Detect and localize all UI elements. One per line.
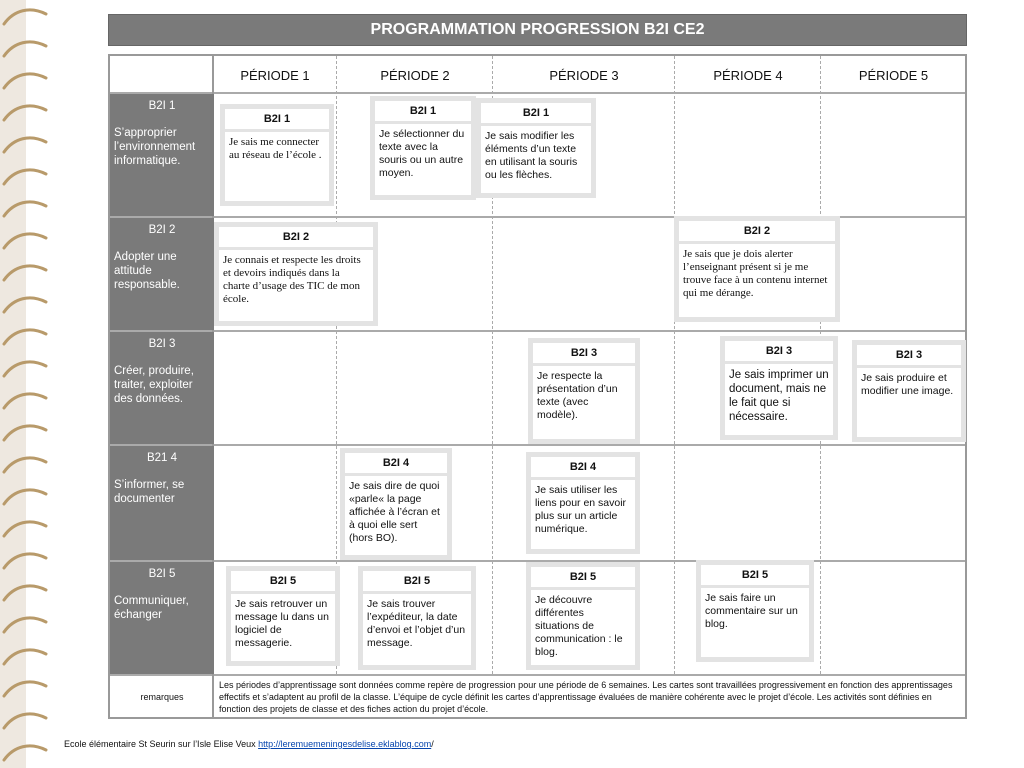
card-text: Je sais imprimer un document, mais ne le fait que si nécessaire. xyxy=(729,369,829,423)
header-period-2: PÉRIODE 2 xyxy=(380,67,450,83)
row-header-b2i-2 xyxy=(110,218,214,330)
card-title: B2I 5 xyxy=(231,571,335,594)
card-text: Je sais utiliser les liens pour en savoir plus sur un article numérique. xyxy=(535,484,627,535)
col-divider xyxy=(674,56,675,674)
footer-text: Ecole élémentaire St Seurin sur l’Isle Elise Veux xyxy=(64,739,259,749)
card-title: B2I 4 xyxy=(531,457,635,480)
card-text: Je sais modifier les éléments d’un texte en utilisant la souris ou les flèches. xyxy=(485,130,578,181)
card-text: Je sais dire de quoi «parle« la page affichée à l’écran et à quoi elle sert (hors BO). xyxy=(349,480,440,544)
page-title: PROGRAMMATION PROGRESSION B2I CE2 xyxy=(108,14,967,46)
spiral-binding xyxy=(0,0,60,768)
card-title: B2I 3 xyxy=(725,341,833,364)
card-text: Je sais trouver l’expéditeur, la date d’envoi et l’objet d’un message. xyxy=(367,598,466,649)
row-code: B21 4 xyxy=(146,452,178,464)
card-text: Je respecte la présentation d’un texte (avec modèle). xyxy=(537,370,618,421)
progression-table xyxy=(108,54,967,719)
card-text: Je sais que je dois alerter l’enseignant présent si je me trouve face à un contenu internet qui me dérange. xyxy=(683,248,828,299)
card-b2i-3-period-3 xyxy=(528,338,640,444)
footer-suffix: / xyxy=(431,739,434,749)
card-text: Je sais faire un commentaire sur un blog. xyxy=(705,592,798,630)
card-b2i-5-period-3 xyxy=(526,562,640,670)
row-divider xyxy=(110,444,965,446)
card-title: B2I 2 xyxy=(679,221,835,244)
header-period-3: PÉRIODE 3 xyxy=(549,67,619,83)
row-header-b2i-1 xyxy=(110,94,214,216)
row-description: S’informer, se documenter xyxy=(114,479,185,505)
card-b2i-1-period-3 xyxy=(476,98,596,198)
remarks-label: remarques xyxy=(140,692,184,702)
row-header-b2i-3 xyxy=(110,332,214,444)
card-text: Je sais retrouver un message lu dans un logiciel de messagerie. xyxy=(235,598,329,649)
row-description: Communiquer, échanger xyxy=(114,595,189,621)
row-code: B2I 3 xyxy=(148,338,176,350)
row-divider xyxy=(110,674,965,676)
card-b2i-3-period-4 xyxy=(720,336,838,440)
row-code: B2I 2 xyxy=(148,224,176,236)
remarks-text: Les périodes d’apprentissage sont données comme repère de progression pour une période de 6 semaines. Les cartes sont travaillées progressivement en fonction des apprentissages effectifs et s’adaptent au profil de la classe. L’équipe de cycle définit les cartes d’apprentissage évaluées de manière cohérente avec le projet d’école. Les activités sont définies en fonction des projets de classe et des fiches action du projet d’école. xyxy=(219,680,953,714)
row-code: B2I 5 xyxy=(148,568,176,580)
card-title: B2I 1 xyxy=(481,103,591,126)
card-title: B2I 1 xyxy=(375,101,471,124)
card-title: B2I 1 xyxy=(225,109,329,132)
card-title: B2I 3 xyxy=(857,345,961,368)
footer-link[interactable]: http://leremuemeningesdelise.eklablog.com xyxy=(258,739,432,749)
card-b2i-2-period-1 xyxy=(214,222,378,326)
card-title: B2I 4 xyxy=(345,453,447,476)
card-b2i-1-period-1 xyxy=(220,104,334,206)
card-b2i-1-period-2 xyxy=(370,96,476,200)
card-b2i-4-period-2 xyxy=(340,448,452,560)
card-b2i-2-period-4 xyxy=(674,216,840,322)
card-text: Je découvre différentes situations de communication : le blog. xyxy=(535,594,623,658)
card-title: B2I 5 xyxy=(531,567,635,590)
card-text: Je sélectionner du texte avec la souris ou un autre moyen. xyxy=(379,128,465,179)
header-period-5: PÉRIODE 5 xyxy=(858,67,929,83)
row-header-b2i-5 xyxy=(110,562,214,674)
card-b2i-4-period-3 xyxy=(526,452,640,554)
row-description: Adopter une attitude responsable. xyxy=(114,251,180,291)
card-text: Je sais me connecter au réseau de l’école . xyxy=(229,136,322,161)
header-period-1: PÉRIODE 1 xyxy=(240,67,310,83)
card-title: B2I 3 xyxy=(533,343,635,366)
card-text: Je sais produire et modifier une image. xyxy=(861,372,954,397)
card-title: B2I 5 xyxy=(363,571,471,594)
footer xyxy=(64,739,434,749)
row-header-b2i-4 xyxy=(110,446,214,560)
row-description: Créer, produire, traiter, exploiter des données. xyxy=(114,365,194,405)
card-text: Je connais et respecte les droits et devoirs indiqués dans la charte d’usage des TIC de mon école. xyxy=(223,254,361,305)
card-title: B2I 2 xyxy=(219,227,373,250)
card-b2i-5-period-4 xyxy=(696,560,814,662)
card-title: B2I 5 xyxy=(701,565,809,588)
card-b2i-5-period-2 xyxy=(358,566,476,670)
header-period-4: PÉRIODE 4 xyxy=(713,67,783,83)
card-b2i-3-period-5 xyxy=(852,340,966,442)
row-description: S’approprier l’environnement informatique. xyxy=(114,127,196,167)
card-b2i-5-period-1 xyxy=(226,566,340,666)
row-divider xyxy=(110,330,965,332)
row-code: B2I 1 xyxy=(148,100,176,112)
